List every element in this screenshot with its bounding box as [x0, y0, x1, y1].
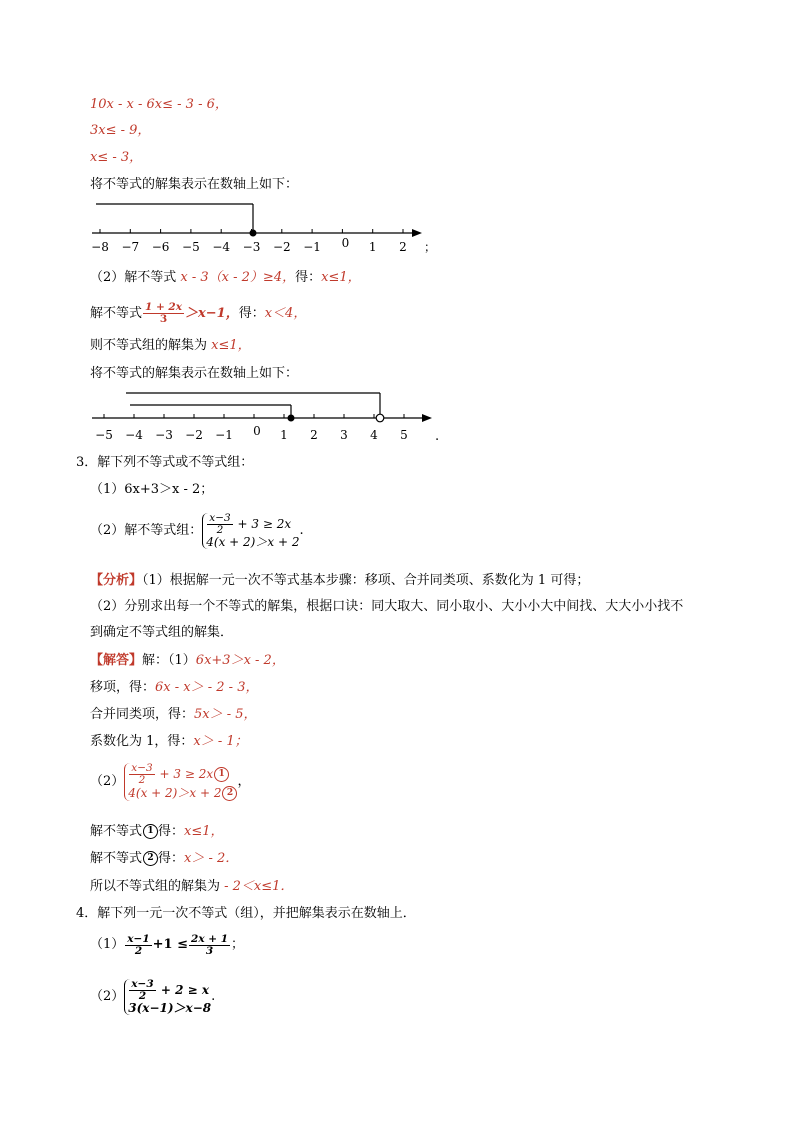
axis-tick-label: −4 — [125, 428, 143, 442]
move-step — [90, 680, 258, 696]
axis-tick-label: −1 — [215, 428, 233, 442]
axis-tick-label: 0 — [341, 236, 350, 250]
q4-part-1 — [90, 928, 244, 963]
solve-1 — [90, 824, 224, 840]
fraction: $\frac{x-1}{2}$ — [127, 932, 150, 957]
axis-tick-label: −5 — [182, 240, 200, 254]
inequality-text: ＞x−1， — [185, 306, 239, 321]
axis-intro-2: 将不等式的解集表示在数轴上如下： — [90, 366, 299, 381]
label-text: 得： — [158, 851, 185, 866]
axis-tick-label: 1 — [368, 240, 377, 254]
axis-end-mark: ； — [424, 240, 436, 254]
axis-tick-label: 2 — [310, 428, 318, 442]
label-text: （2）解不等式组： — [90, 523, 203, 538]
axis-tick-label: −2 — [272, 240, 291, 254]
axis-tick-label: −8 — [91, 240, 109, 254]
end-mark: . — [299, 523, 304, 538]
inequality-text: 6x+3＞x - 2； — [124, 482, 214, 497]
answer-text: x＞ - 2． — [184, 851, 239, 866]
step-line-3: x≤ - 3， — [90, 150, 143, 165]
label-text: 解不等式 — [90, 824, 143, 839]
system-row-2: 4(x + 2)＞x + 2 — [206, 535, 300, 549]
axis-tick-label: 3 — [340, 428, 348, 442]
closed-point-marker — [288, 415, 295, 422]
answer-tag: 【解答】 — [90, 653, 143, 668]
analysis-tag: 【分析】 — [90, 573, 143, 588]
axis-end-mark: . — [435, 429, 440, 444]
system-row-1: $\frac{x-3}{2}$ + 3 ≥ 2x — [209, 512, 292, 536]
axis-tick-label: −3 — [242, 240, 261, 254]
solve-2 — [90, 851, 238, 867]
system-row-1: $\frac{x-3}{2}$ + 3 ≥ 2x 1 — [128, 763, 237, 786]
label-text: 解不等式 — [90, 306, 143, 321]
coef-step — [90, 734, 248, 750]
axis-tick-label: 5 — [400, 428, 408, 442]
label-text: 得： — [295, 270, 322, 285]
axis-tick-label: −3 — [155, 428, 173, 442]
label-text: （2） — [90, 989, 125, 1004]
inequality-system — [124, 763, 237, 801]
final-answer — [90, 879, 293, 895]
answer-system — [90, 758, 250, 807]
answer-text: x≤1， — [321, 270, 361, 285]
analysis-text: （1）根据解一元一次不等式基本步骤：移项、合并同类项、系数化为 1 可得； — [142, 573, 590, 588]
q3-part-2 — [90, 507, 304, 556]
axis-tick-label: −7 — [121, 240, 140, 254]
circled-number-1: 1 — [143, 824, 158, 839]
answer-text: - 2＜x≤1． — [224, 879, 294, 894]
axis-intro-1: 将不等式的解集表示在数轴上如下： — [90, 177, 299, 192]
system-row-2: 4(x + 2)＞x + 2 2 — [128, 786, 237, 801]
answer-text: x≤1， — [211, 338, 251, 353]
step-line-2: 3x≤ - 9， — [90, 123, 151, 138]
label-text: （2）解不等式 — [90, 270, 181, 285]
q4-part-2 — [90, 972, 215, 1023]
answer-text: 6x - x＞ - 2 - 3， — [155, 680, 259, 695]
system-row-1: $\frac{x-3}{2}$ + 2 ≥ x — [131, 978, 209, 1002]
denominator: 3 — [159, 313, 168, 325]
analysis-line-3: 到确定不等式组的解集． — [90, 625, 234, 640]
label-text: 合并同类项，得： — [90, 707, 195, 722]
inequality-text: 6x+3＞x - 2， — [195, 653, 285, 668]
axis-tick-label: −1 — [303, 240, 321, 254]
inequality-system — [202, 513, 299, 549]
number-line-2 — [86, 385, 446, 447]
answer-text: x＜4， — [264, 306, 307, 321]
circled-number-1: 1 — [214, 767, 229, 782]
closed-point-marker — [250, 230, 257, 237]
fraction — [143, 302, 184, 325]
label-text: 解不等式 — [90, 851, 143, 866]
label-text: （1） — [90, 482, 125, 497]
label-text: （1） — [90, 937, 125, 952]
numerator: 1 + 2x — [145, 301, 182, 313]
step-line-8 — [90, 338, 251, 354]
question-4: 4．解下列一元一次不等式（组），并把解集表示在数轴上． — [76, 906, 416, 921]
axis-tick-label: −5 — [95, 428, 113, 442]
q3-part-1 — [90, 482, 213, 498]
end-mark: . — [211, 989, 216, 1004]
number-line-1 — [86, 196, 436, 258]
axis-tick-label: −2 — [185, 428, 203, 442]
axis-tick-label: 0 — [253, 424, 261, 438]
label-text: 则不等式组的解集为 — [90, 338, 212, 353]
label-text: 系数化为 1，得： — [90, 734, 194, 749]
axis-tick-label: 2 — [399, 240, 407, 254]
answer-line-1 — [90, 653, 285, 669]
step-line-6 — [90, 270, 361, 286]
axis-tick-label: −6 — [151, 240, 170, 254]
axis-tick-label: −4 — [212, 240, 231, 254]
merge-step — [90, 707, 257, 723]
operator-text: +1 ≤ — [152, 937, 189, 952]
axis-tick-label: 1 — [280, 428, 288, 442]
label-text: 移项，得： — [90, 680, 156, 695]
circled-number-2: 2 — [143, 851, 158, 866]
analysis-line-1 — [90, 573, 589, 589]
inequality-text: x - 3（x - 2）≥4， — [180, 270, 296, 285]
inequality-system — [124, 979, 211, 1015]
label-text: 所以不等式组的解集为 — [90, 879, 225, 894]
question-3: 3．解下列不等式或不等式组： — [76, 455, 254, 470]
answer-text: 5x＞ - 5， — [194, 707, 257, 722]
end-mark: ， — [237, 774, 251, 789]
axis-tick-label: 4 — [370, 428, 378, 442]
label-text: （2） — [90, 774, 125, 789]
system-row-2: 3(x−1)＞x−8 — [128, 1001, 212, 1015]
label-text: 得： — [238, 306, 265, 321]
open-point-marker — [376, 414, 384, 422]
step-line-7 — [90, 300, 306, 328]
label-text: 解：（1） — [142, 653, 196, 668]
answer-text: x＞ - 1； — [193, 734, 248, 749]
circled-number-2: 2 — [222, 786, 237, 801]
fraction: $\frac{2x + 1}{3}$ — [191, 932, 228, 957]
label-text: 得： — [158, 824, 185, 839]
analysis-line-2: （2）分别求出每一个不等式的解集，根据口诀：同大取大、同小取小、大小小大中间找、大大小小找不 — [90, 599, 684, 614]
answer-text: x≤1， — [184, 824, 224, 839]
step-line-1: 10x - x - 6x≤ - 3 - 6， — [90, 97, 228, 112]
end-mark: ； — [231, 937, 245, 952]
